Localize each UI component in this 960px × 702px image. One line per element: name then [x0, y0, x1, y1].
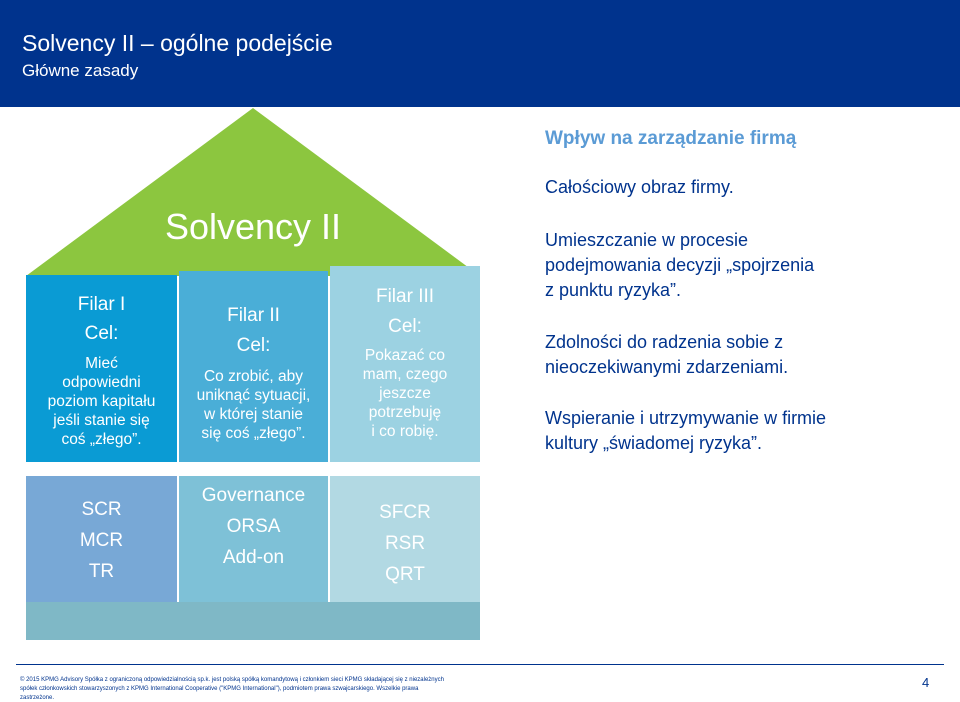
right-point-line: nieoczekiwanymi zdarzeniami.: [545, 357, 789, 377]
pillar-1: [26, 275, 177, 462]
pillar-3-name: Filar III: [375, 286, 435, 307]
pillar-3-desc-line: mam, czego: [362, 366, 448, 383]
pillar-1-desc-line: jeśli stanie się: [53, 412, 150, 429]
right-point-3: [545, 330, 945, 380]
base-1-item: TR: [88, 561, 115, 582]
right-section-title: Wpływ na zarządzanie firmą: [545, 128, 797, 149]
base-3-item: QRT: [385, 564, 425, 585]
right-point-line: z punktu ryzyka”.: [545, 280, 682, 300]
pillar-2-desc: [179, 367, 328, 443]
right-point-line: Umieszczanie w procesie: [545, 230, 749, 250]
roof-title: Solvency II: [164, 206, 342, 247]
page-title: Solvency II – ogólne podejście: [22, 30, 333, 56]
right-point-4: [545, 406, 945, 456]
page-number: 4: [922, 675, 930, 690]
pillar-3-desc-line: jeszcze: [379, 385, 431, 402]
footer-line: zastrzeżone.: [20, 695, 55, 701]
pillar-3-cel: Cel:: [388, 316, 422, 337]
roof-shape: [26, 108, 480, 276]
pillar-2: [179, 271, 328, 462]
pillar-3-desc-line: potrzebuję: [368, 404, 442, 421]
pillar-3-desc-line: i co robię.: [371, 423, 439, 440]
pillar-1-desc: [26, 354, 177, 449]
right-point-1: [545, 175, 945, 200]
pillar-1-desc-line: coś „złego”.: [61, 431, 142, 448]
right-point-line: Wspieranie i utrzymywanie w firmie: [545, 408, 827, 428]
pillar-1-desc-line: poziom kapitału: [47, 393, 156, 410]
right-point-line: Całościowy obraz firmy.: [545, 177, 734, 197]
base-2-item: Add-on: [222, 547, 285, 568]
pillar-2-desc-line: uniknąć sytuacji,: [196, 387, 311, 404]
pillar-2-desc-line: się coś „złego”.: [201, 425, 306, 442]
pillar-1-name: Filar I: [77, 294, 126, 315]
pillar-3-desc-line: Pokazać co: [364, 347, 446, 364]
footer-divider: [16, 664, 944, 665]
right-point-line: Zdolności do radzenia sobie z: [545, 332, 784, 352]
right-point-2: [545, 228, 945, 303]
base-1-item: SCR: [81, 499, 122, 520]
pillar-2-name: Filar II: [227, 305, 280, 326]
page-subtitle: Główne zasady: [22, 61, 139, 80]
right-point-line: podejmowania decyzji „spojrzenia: [545, 255, 815, 275]
right-point-line: kultury „świadomej ryzyka”.: [545, 433, 763, 453]
pillar-1-desc-line: Mieć: [85, 355, 118, 372]
base-block-1: [26, 476, 177, 602]
pillar-2-cel: Cel:: [236, 335, 271, 356]
base-2-item: ORSA: [226, 516, 281, 537]
base-3-item: RSR: [384, 533, 426, 554]
base-2-item: Governance: [201, 485, 306, 506]
footer-line: spółek członkowskich stowarzyszonych z KPMG International Cooperative ("KPMG International"), podmiotem prawa szwajcarskiego. Wszelkie prawa: [20, 686, 419, 692]
footer-legal: [20, 676, 460, 702]
base-block-3: [330, 476, 480, 602]
base-3-item: SFCR: [379, 502, 431, 523]
base-1-item: MCR: [79, 530, 124, 551]
house-roof: [26, 108, 480, 276]
pillar-3-desc: [330, 346, 480, 441]
house-foundation: [26, 602, 480, 640]
pillar-2-desc-line: w której stanie: [203, 406, 304, 423]
pillar-1-cel: Cel:: [84, 323, 119, 344]
pillar-3: [330, 266, 480, 462]
pillar-2-desc-line: Co zrobić, aby: [203, 368, 304, 385]
footer-line: © 2015 KPMG Advisory Spółka z ograniczoną odpowiedzialnością sp.k. jest polską spółką komandytową i członkiem sieci KPMG składającej się z niezależnych: [20, 677, 444, 683]
header-bar: [0, 0, 960, 107]
base-block-2: [179, 476, 328, 602]
pillar-1-desc-line: odpowiedni: [62, 374, 141, 391]
